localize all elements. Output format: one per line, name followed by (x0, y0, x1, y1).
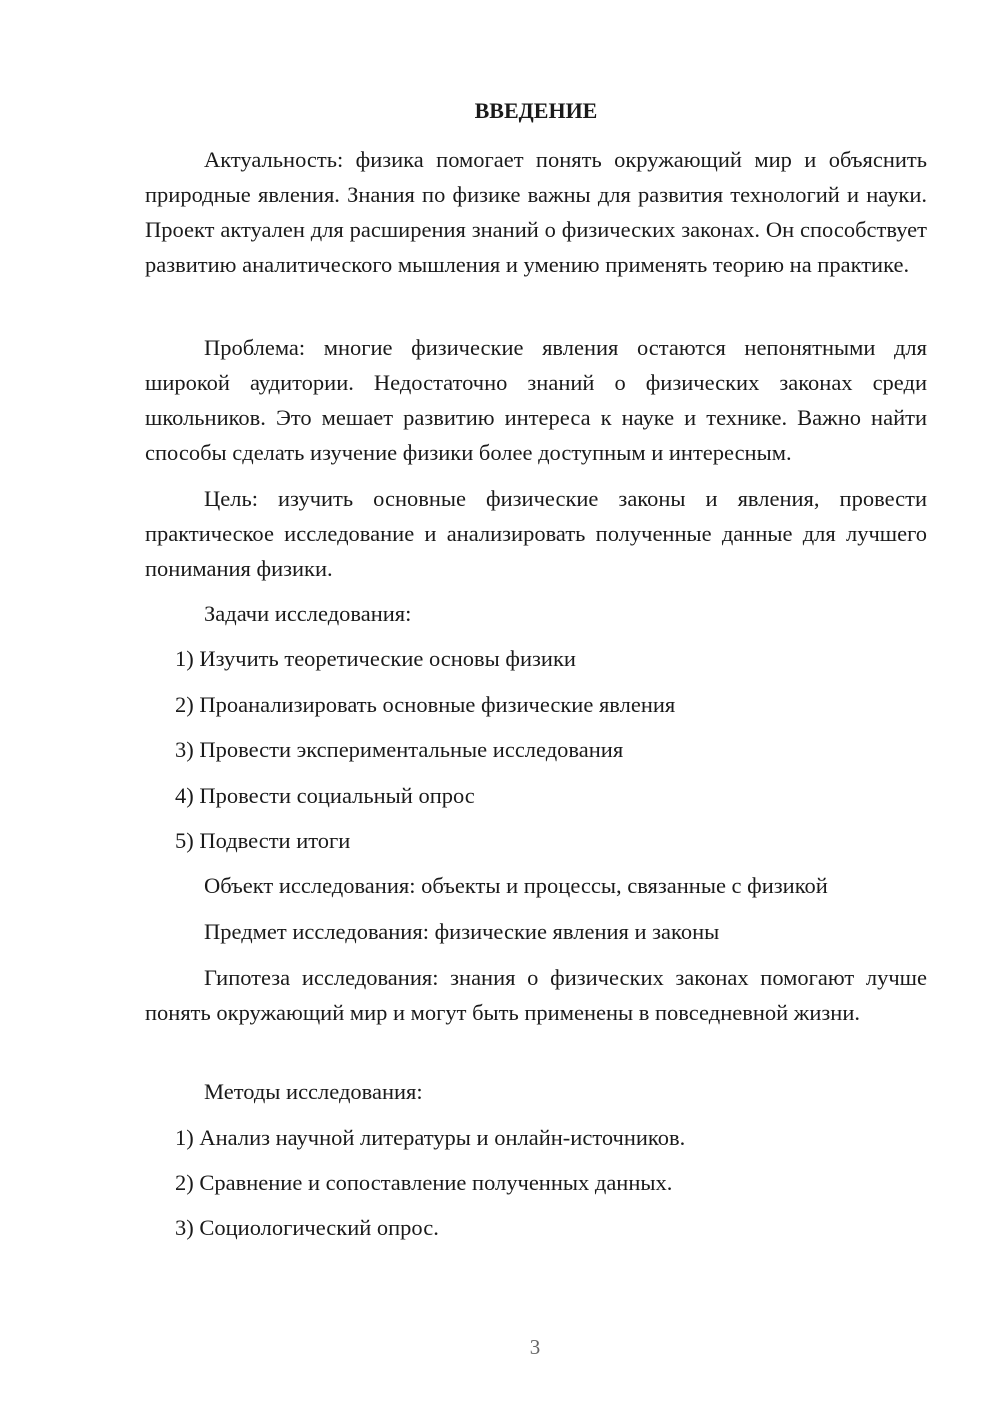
hypothesis-paragraph: Гипотеза исследования: знания о физических законах помогают лучше понять окружающий мир и могут быть применены в повседневной жизни. (145, 965, 927, 1025)
page-title: ВВЕДЕНИЕ (474, 98, 598, 123)
object-line: Объект исследования: объекты и процессы, связанные с физикой (204, 873, 828, 898)
page-number: 3 (529, 1335, 541, 1359)
methods-title: Методы исследования: (204, 1079, 423, 1104)
goal-paragraph: Цель: изучить основные физические законы и явления, провести практическое исследование и анализировать полученные данные для лучшего понимания физики. (145, 486, 927, 581)
method-item-3: 3) Социологический опрос. (175, 1215, 439, 1240)
problem-paragraph: Проблема: многие физические явления остаются непонятными для широкой аудитории. Недостаточно знаний о физических законах среди школьников. Это мешает развитию интереса к науке и технике. Важно найти способы сделать изучение физики более доступным и интересным. (145, 335, 927, 465)
method-item-1: 1) Анализ научной литературы и онлайн-источников. (175, 1125, 686, 1150)
method-item-2: 2) Сравнение и сопоставление полученных данных. (175, 1170, 673, 1195)
task-item-1: 1) Изучить теоретические основы физики (175, 646, 576, 671)
task-item-4: 4) Провести социальный опрос (175, 783, 475, 808)
subject-line: Предмет исследования: физические явления и законы (204, 919, 720, 944)
tasks-title: Задачи исследования: (204, 601, 412, 626)
task-item-3: 3) Провести экспериментальные исследования (175, 737, 624, 762)
task-item-2: 2) Проанализировать основные физические явления (175, 692, 676, 717)
task-item-5: 5) Подвести итоги (175, 828, 351, 853)
relevance-paragraph: Актуальность: физика помогает понять окружающий мир и объяснить природные явления. Знания по физике важны для развития технологий и науки. Проект актуален для расширения знаний о физических законах. Он способствует развитию аналитического мышления и умению применять теорию на практике. (145, 147, 927, 277)
